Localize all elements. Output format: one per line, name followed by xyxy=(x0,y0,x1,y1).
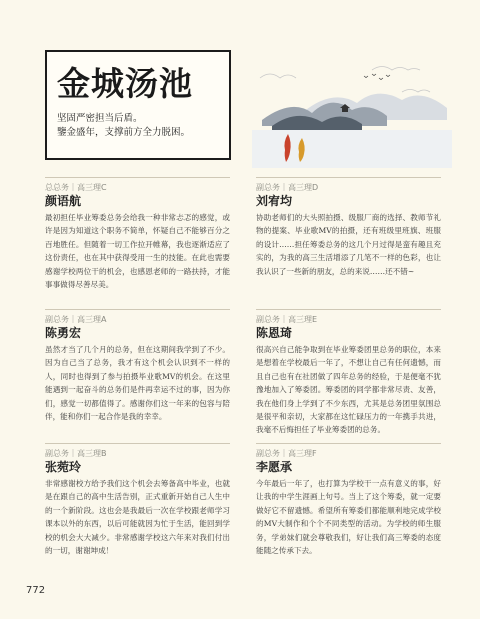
landscape-illustration xyxy=(252,58,452,168)
subtitle xyxy=(57,112,190,140)
card-name: 陈勇宏 xyxy=(45,326,82,340)
card-body: 协助老师们的大头照拍摄、级服厂商的选择、教师节礼物的提案、毕业歌MV的拍摄，还有班级里班旗、班服的设计……担任筹委总务的这几个月过得是蛮有趣且充实的，为我的高三生活增添了几笔不一样的色彩，也让我认识了一些新的朋友，总的来说……还不错~ xyxy=(256,213,441,276)
birds xyxy=(364,74,390,80)
card-body: 最初担任毕业筹委总务会给我一种非常忐忑的感觉，或许是因为知道这个职务不简单，怀疑自己不能够百分之百地胜任。但随着一切工作拉开帷幕，我也逐渐适应了这份责任，也在其中获得受用一生的技能。在此也需要感谢学校两位干的机会，也感恩老师的一路扶持，才能事事做得尽善尽美。 xyxy=(45,213,230,290)
card-role: 副总务｜高三理E xyxy=(256,315,318,324)
card-body: 非常感谢校方给予我们这个机会去筹备高中毕业，也就是在跟自己的高中生活告别，正式重新开始自己人生中的一个新阶段。这也会是我最后一次在学校跟老师学习课本以外的东西，以后可能就因为忙于生活，能回到学校的机会大大减少。非常感谢学校这六年来对我们付出的一切，谢谢坤成！ xyxy=(45,479,230,556)
card-2 xyxy=(256,177,441,278)
card-body: 虽然才当了几个月的总务，但在这期间我学到了不少。因为自己当了总务，我才有这个机会认识到不一样的人，同时也得到了参与拍摄毕业歌MV的机会。在这里能遇到一起奋斗的总务们是件再幸运不过的事，因为你们，感觉一切都值得了。感谢你们这一年来的包容与陪伴，能和你们一起合作是我的幸幸。 xyxy=(45,345,230,422)
card-1 xyxy=(45,177,230,291)
card-role: 副总务｜高三理A xyxy=(45,315,107,324)
card-name: 颜语航 xyxy=(45,194,82,208)
card-name: 刘宥均 xyxy=(256,194,293,208)
card-4 xyxy=(256,309,441,437)
title-box xyxy=(45,50,231,160)
water xyxy=(252,130,452,168)
card-5 xyxy=(45,443,230,557)
subtitle-line-2: 鑒金盛年，支撑前方全力脱困。 xyxy=(57,127,191,138)
card-role: 副总务｜高三理F xyxy=(256,449,317,458)
card-body: 很高兴自己能争取到在毕业筹委团里总务的职位，本来是想着在学校最后一年了，不想让自己有任何遗憾，而且自己也有在社团做了四年总务的经验，于是便毫不犹豫地加入了筹委团。筹委团的同学都非常尽责、友善，我在他们身上学到了不少东西，尤其是总务团里氛围总是很平和亲切，大家都在这忙碌压力的一年携手共进，我毫不后悔担任了毕业筹委团的总务。 xyxy=(256,345,441,435)
card-6 xyxy=(256,443,441,557)
card-role: 副总务｜高三理D xyxy=(256,183,319,192)
page-number: 772 xyxy=(26,585,46,596)
card-role: 总总务｜高三理C xyxy=(45,183,107,192)
card-name: 李愿承 xyxy=(256,460,293,474)
card-name: 张菀玲 xyxy=(45,460,82,474)
subtitle-line-1: 坚固严密担当后盾。 xyxy=(57,113,143,124)
card-role: 副总务｜高三理B xyxy=(45,449,107,458)
card-body: 今年最后一年了，也打算为学校干一点有意义的事，好让我的中学生涯画上句号。当上了这个筹委，就一定要做好它不留遗憾。希望所有筹委们都能顺利地完成学校的MV大制作和个个不同类型的活动。为学校的师生服务，学弟妹们就会尊敬我们，好让我们高三筹委的态度能随之传承下去。 xyxy=(256,479,441,556)
card-3 xyxy=(45,309,230,423)
clouds xyxy=(260,67,430,93)
page-title: 金城汤池 xyxy=(57,64,193,103)
card-name: 陈恩琦 xyxy=(256,326,293,340)
